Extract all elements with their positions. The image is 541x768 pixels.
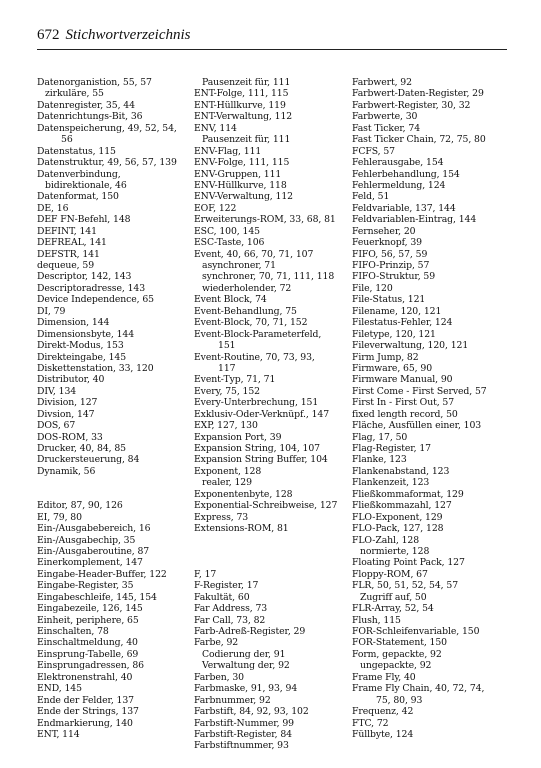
- index-entry: FOR-Schleifenvariable, 150: [352, 626, 480, 637]
- index-entry: DIV, 134: [37, 385, 77, 397]
- index-entry: dequeue, 59: [37, 260, 95, 271]
- index-entry: FLO-Exponent, 129: [352, 511, 443, 523]
- index-entry: Ein-/Ausgaberoutine, 87: [37, 545, 150, 557]
- index-entry: ENV-Gruppen, 111: [194, 168, 282, 180]
- index-entry: Editor, 87, 90, 126: [37, 500, 123, 512]
- index-entry: Füllbyte, 124: [352, 728, 414, 740]
- index-entry: Feldvariable, 137, 144: [352, 202, 456, 214]
- index-entry: DOS-ROM, 33: [37, 431, 103, 443]
- index-entry: Fernseher, 20: [352, 225, 416, 237]
- index-entry: ENV-Hüllkurve, 118: [194, 179, 287, 191]
- index-entry: Farbwerte, 30: [352, 111, 418, 123]
- index-entry: Fileverwaltung, 120, 121: [352, 340, 469, 352]
- index-entry: Datenstruktur, 49, 56, 57, 139: [37, 157, 177, 169]
- page-title: Stichwortverzeichnis: [65, 27, 191, 43]
- index-column-3: [352, 77, 530, 740]
- index-entry: Fast Ticker, 74: [352, 122, 421, 134]
- index-entry: Eingabezeile, 126, 145: [37, 603, 143, 615]
- index-entry: ENV, 114: [194, 122, 237, 134]
- index-entry: ENT, 114: [37, 728, 80, 740]
- index-entry: Drucker, 40, 84, 85: [37, 443, 126, 454]
- index-entry: DEFSTR, 141: [37, 248, 100, 260]
- index-entry: Einschalten, 78: [37, 626, 109, 637]
- index-subentry: Codierung der, 91: [202, 648, 286, 660]
- index-column-2: [194, 77, 372, 752]
- index-entry: fixed length record, 50: [352, 408, 458, 420]
- index-entry: Dynamik, 56: [37, 465, 96, 477]
- index-entry: FIFO-Struktur, 59: [352, 271, 436, 283]
- index-entry: ENT-Folge, 111, 115: [194, 88, 289, 100]
- index-entry: Division, 127: [37, 397, 98, 409]
- index-entry: Diskettenstation, 33, 120: [37, 362, 154, 374]
- index-subentry: 151: [218, 340, 236, 352]
- index-entry: FLR-Array, 52, 54: [352, 603, 434, 615]
- index-entry: FOR-Statement, 150: [352, 637, 447, 649]
- index-subentry: 75, 80, 93: [376, 694, 423, 706]
- index-entry: Floating Point Pack, 127: [352, 557, 465, 569]
- index-entry: DE, 16: [37, 202, 69, 214]
- index-entry: Eingabe-Header-Buffer, 122: [37, 568, 167, 580]
- index-subentry: 56: [61, 134, 73, 146]
- index-entry: Flanke, 123: [352, 454, 407, 466]
- index-entry: Erweiterungs-ROM, 33, 68, 81: [194, 214, 336, 226]
- index-entry: Farbmaske, 91, 93, 94: [194, 683, 298, 695]
- index-entry: DEFINT, 141: [37, 225, 97, 237]
- index-entry: Farb-Adreß-Register, 29: [194, 626, 306, 637]
- index-entry: Endmarkierung, 140: [37, 717, 133, 729]
- index-entry: Flankenabstand, 123: [352, 465, 450, 477]
- page-number: 672: [37, 27, 60, 43]
- index-entry: Descriptor, 142, 143: [37, 271, 132, 283]
- index-entry: FCFS, 57: [352, 145, 395, 157]
- index-entry: Device Independence, 65: [37, 294, 154, 306]
- index-column-1: [37, 77, 215, 740]
- index-entry: Far Call, 73, 82: [194, 614, 266, 626]
- index-entry: Ein-/Ausgabebereich, 16: [37, 523, 151, 535]
- index-entry: Einsprung-Tabelle, 69: [37, 648, 139, 660]
- index-entry: Elektronenstrahl, 40: [37, 671, 133, 683]
- index-subentry: synchroner, 70, 71, 111, 118: [202, 271, 335, 283]
- index-entry: Feldvariablen-Eintrag, 144: [352, 214, 477, 226]
- index-entry: Frequenz, 42: [352, 706, 414, 718]
- index-entry: Express, 73: [194, 511, 249, 523]
- index-entry: Every-Unterbrechung, 151: [194, 397, 319, 409]
- index-entry: Eingabeschleife, 145, 154: [37, 591, 157, 603]
- index-entry: Exponentenbyte, 128: [194, 488, 293, 500]
- index-entry: Feld, 51: [352, 191, 390, 203]
- index-entry: Fehlermeldung, 124: [352, 179, 446, 191]
- index-entry: Event Block, 74: [194, 294, 267, 306]
- index-entry: Datenorganistion, 55, 57: [37, 77, 152, 88]
- index-subentry: wiederholender, 72: [202, 282, 292, 294]
- index-gap: [37, 489, 215, 500]
- index-entry: Event-Behandlung, 75: [194, 305, 297, 317]
- index-entry: DEFREAL, 141: [37, 237, 107, 249]
- index-entry: Frame Fly, 40: [352, 671, 416, 683]
- index-gap: [194, 546, 372, 557]
- index-gap: [194, 557, 372, 568]
- index-entry: Event, 40, 66, 70, 71, 107: [194, 248, 314, 260]
- index-entry: FLO-Pack, 127, 128: [352, 523, 444, 535]
- index-entry: Firm Jump, 82: [352, 351, 419, 363]
- index-entry: Datenformat, 150: [37, 191, 119, 203]
- index-entry: File, 120: [352, 282, 393, 294]
- index-entry: Exponent, 128: [194, 465, 262, 477]
- index-entry: Farbstift, 84, 92, 93, 102: [194, 706, 309, 718]
- index-entry: Einheit, periphere, 65: [37, 614, 139, 626]
- index-entry: DOS, 67: [37, 420, 76, 432]
- index-entry: Descriptoradresse, 143: [37, 282, 146, 294]
- index-entry: Flankenzeit, 123: [352, 477, 430, 489]
- index-entry: Ende der Felder, 137: [37, 694, 134, 706]
- index-gap: [194, 535, 372, 546]
- index-entry: Eingabe-Register, 35: [37, 580, 134, 592]
- index-subentry: Zugriff auf, 50: [360, 591, 427, 603]
- index-entry: Form, gepackte, 92: [352, 648, 442, 660]
- index-entry: Datenspeicherung, 49, 52, 54,: [37, 122, 177, 134]
- index-entry: ENV-Verwaltung, 112: [194, 191, 293, 203]
- index-entry: Fakultät, 60: [194, 591, 250, 603]
- index-entry: Filestatus-Fehler, 124: [352, 317, 453, 329]
- index-entry: Filename, 120, 121: [352, 305, 442, 317]
- index-entry: Floppy-ROM, 67: [352, 568, 428, 580]
- index-entry: File-Status, 121: [352, 294, 426, 306]
- index-entry: Event-Typ, 71, 71: [194, 374, 276, 386]
- index-entry: Frame Fly Chain, 40, 72, 74,: [352, 683, 485, 695]
- index-subentry: zirkuläre, 55: [45, 88, 104, 100]
- header-rule: [37, 49, 507, 50]
- index-subentry: bidirektionale, 46: [45, 179, 127, 191]
- index-subentry: realer, 129: [202, 477, 252, 489]
- index-entry: Event-Block-Parameterfeld,: [194, 328, 322, 340]
- index-entry: First In - First Out, 57: [352, 397, 455, 409]
- index-entry: ESC, 100, 145: [194, 225, 260, 237]
- index-entry: Flag-Register, 17: [352, 443, 431, 454]
- index-entry: EI, 79, 80: [37, 511, 82, 523]
- index-entry: DEF FN-Befehl, 148: [37, 214, 131, 226]
- index-entry: Divsion, 147: [37, 408, 95, 420]
- index-entry: Expansion Port, 39: [194, 431, 282, 443]
- index-entry: Filetype, 120, 121: [352, 328, 436, 340]
- index-entry: Datenrichtungs-Bit, 36: [37, 111, 143, 123]
- index-entry: Ein-/Ausgabechip, 35: [37, 534, 136, 546]
- index-entry: Feuerknopf, 39: [352, 237, 422, 249]
- index-entry: FLR, 50, 51, 52, 54, 57: [352, 580, 459, 592]
- index-entry: Einsprungadressen, 86: [37, 660, 144, 672]
- index-entry: Exponential-Schreibweise, 127: [194, 500, 338, 512]
- index-entry: ENT-Verwaltung, 112: [194, 111, 293, 123]
- index-entry: Farben, 30: [194, 671, 244, 683]
- index-entry: Extensions-ROM, 81: [194, 523, 289, 535]
- index-entry: EOF, 122: [194, 202, 237, 214]
- index-entry: FIFO, 56, 57, 59: [352, 248, 428, 260]
- index-entry: Farbnummer, 92: [194, 694, 271, 706]
- index-entry: Fehlerausgabe, 154: [352, 157, 444, 169]
- index-entry: ESC-Taste, 106: [194, 237, 265, 249]
- index-subentry: ungepackte, 92: [360, 660, 432, 672]
- page-header: [37, 26, 190, 44]
- index-entry: Einerkomplement, 147: [37, 557, 143, 569]
- index-entry: F, 17: [194, 568, 217, 580]
- index-entry: Every, 75, 152: [194, 385, 260, 397]
- index-entry: FLO-Zahl, 128: [352, 534, 420, 546]
- index-entry: ENT-Hüllkurve, 119: [194, 99, 286, 111]
- index-entry: Expansion String, 104, 107: [194, 443, 320, 454]
- index-entry: Firmware, 65, 90: [352, 362, 433, 374]
- index-entry: Direkteingabe, 145: [37, 351, 127, 363]
- index-entry: Fast Ticker Chain, 72, 75, 80: [352, 134, 486, 146]
- index-entry: Farbe, 92: [194, 637, 239, 649]
- index-gap: [37, 477, 215, 488]
- index-subentry: asynchroner, 71: [202, 260, 276, 271]
- index-entry: Far Address, 73: [194, 603, 268, 615]
- index-entry: Farbwert-Daten-Register, 29: [352, 88, 484, 100]
- index-entry: EXP, 127, 130: [194, 420, 258, 432]
- index-entry: Druckersteuerung, 84: [37, 454, 140, 466]
- index-entry: ENV-Flag, 111: [194, 145, 262, 157]
- index-subentry: 117: [218, 362, 236, 374]
- index-entry: Farbstiftnummer, 93: [194, 740, 289, 752]
- index-entry: Datenregister, 35, 44: [37, 99, 135, 111]
- index-entry: ENV-Folge, 111, 115: [194, 157, 290, 169]
- index-entry: Flag, 17, 50: [352, 431, 408, 443]
- index-entry: Direkt-Modus, 153: [37, 340, 124, 352]
- index-subentry: Pausenzeit für, 111: [202, 134, 291, 146]
- index-entry: Fehlerbehandlung, 154: [352, 168, 460, 180]
- index-entry: Fließkommaformat, 129: [352, 488, 464, 500]
- index-entry: Flush, 115: [352, 614, 401, 626]
- index-entry: FTC, 72: [352, 717, 389, 729]
- index-entry: Ende der Strings, 137: [37, 706, 139, 718]
- index-entry: Farbwert, 92: [352, 77, 412, 88]
- index-entry: Event-Block, 70, 71, 152: [194, 317, 308, 329]
- index-entry: Firmware Manual, 90: [352, 374, 453, 386]
- index-entry: Exklusiv-Oder-Verknüpf., 147: [194, 408, 330, 420]
- index-entry: Dimensionsbyte, 144: [37, 328, 135, 340]
- index-subentry: normierte, 128: [360, 545, 430, 557]
- index-entry: Farbwert-Register, 30, 32: [352, 99, 471, 111]
- index-entry: Expansion String Buffer, 104: [194, 454, 328, 466]
- index-entry: F-Register, 17: [194, 580, 259, 592]
- index-entry: Datenstatus, 115: [37, 145, 116, 157]
- index-entry: FIFO-Prinzip, 57: [352, 260, 430, 271]
- index-entry: END, 145: [37, 683, 82, 695]
- index-entry: Fließkommazahl, 127: [352, 500, 452, 512]
- index-entry: First Come - First Served, 57: [352, 385, 487, 397]
- index-subentry: Verwaltung der, 92: [202, 660, 290, 672]
- index-entry: Datenverbindung,: [37, 168, 121, 180]
- index-entry: Farbstift-Register, 84: [194, 728, 292, 740]
- index-entry: Dimension, 144: [37, 317, 110, 329]
- index-entry: DI, 79: [37, 305, 66, 317]
- index-entry: Fläche, Ausfüllen einer, 103: [352, 420, 482, 432]
- index-entry: Farbstift-Nummer, 99: [194, 717, 294, 729]
- index-subentry: Pausenzeit für, 111: [202, 77, 291, 88]
- index-entry: Event-Routine, 70, 73, 93,: [194, 351, 315, 363]
- index-entry: Distributor, 40: [37, 374, 105, 386]
- index-entry: Einschaltmeldung, 40: [37, 637, 138, 649]
